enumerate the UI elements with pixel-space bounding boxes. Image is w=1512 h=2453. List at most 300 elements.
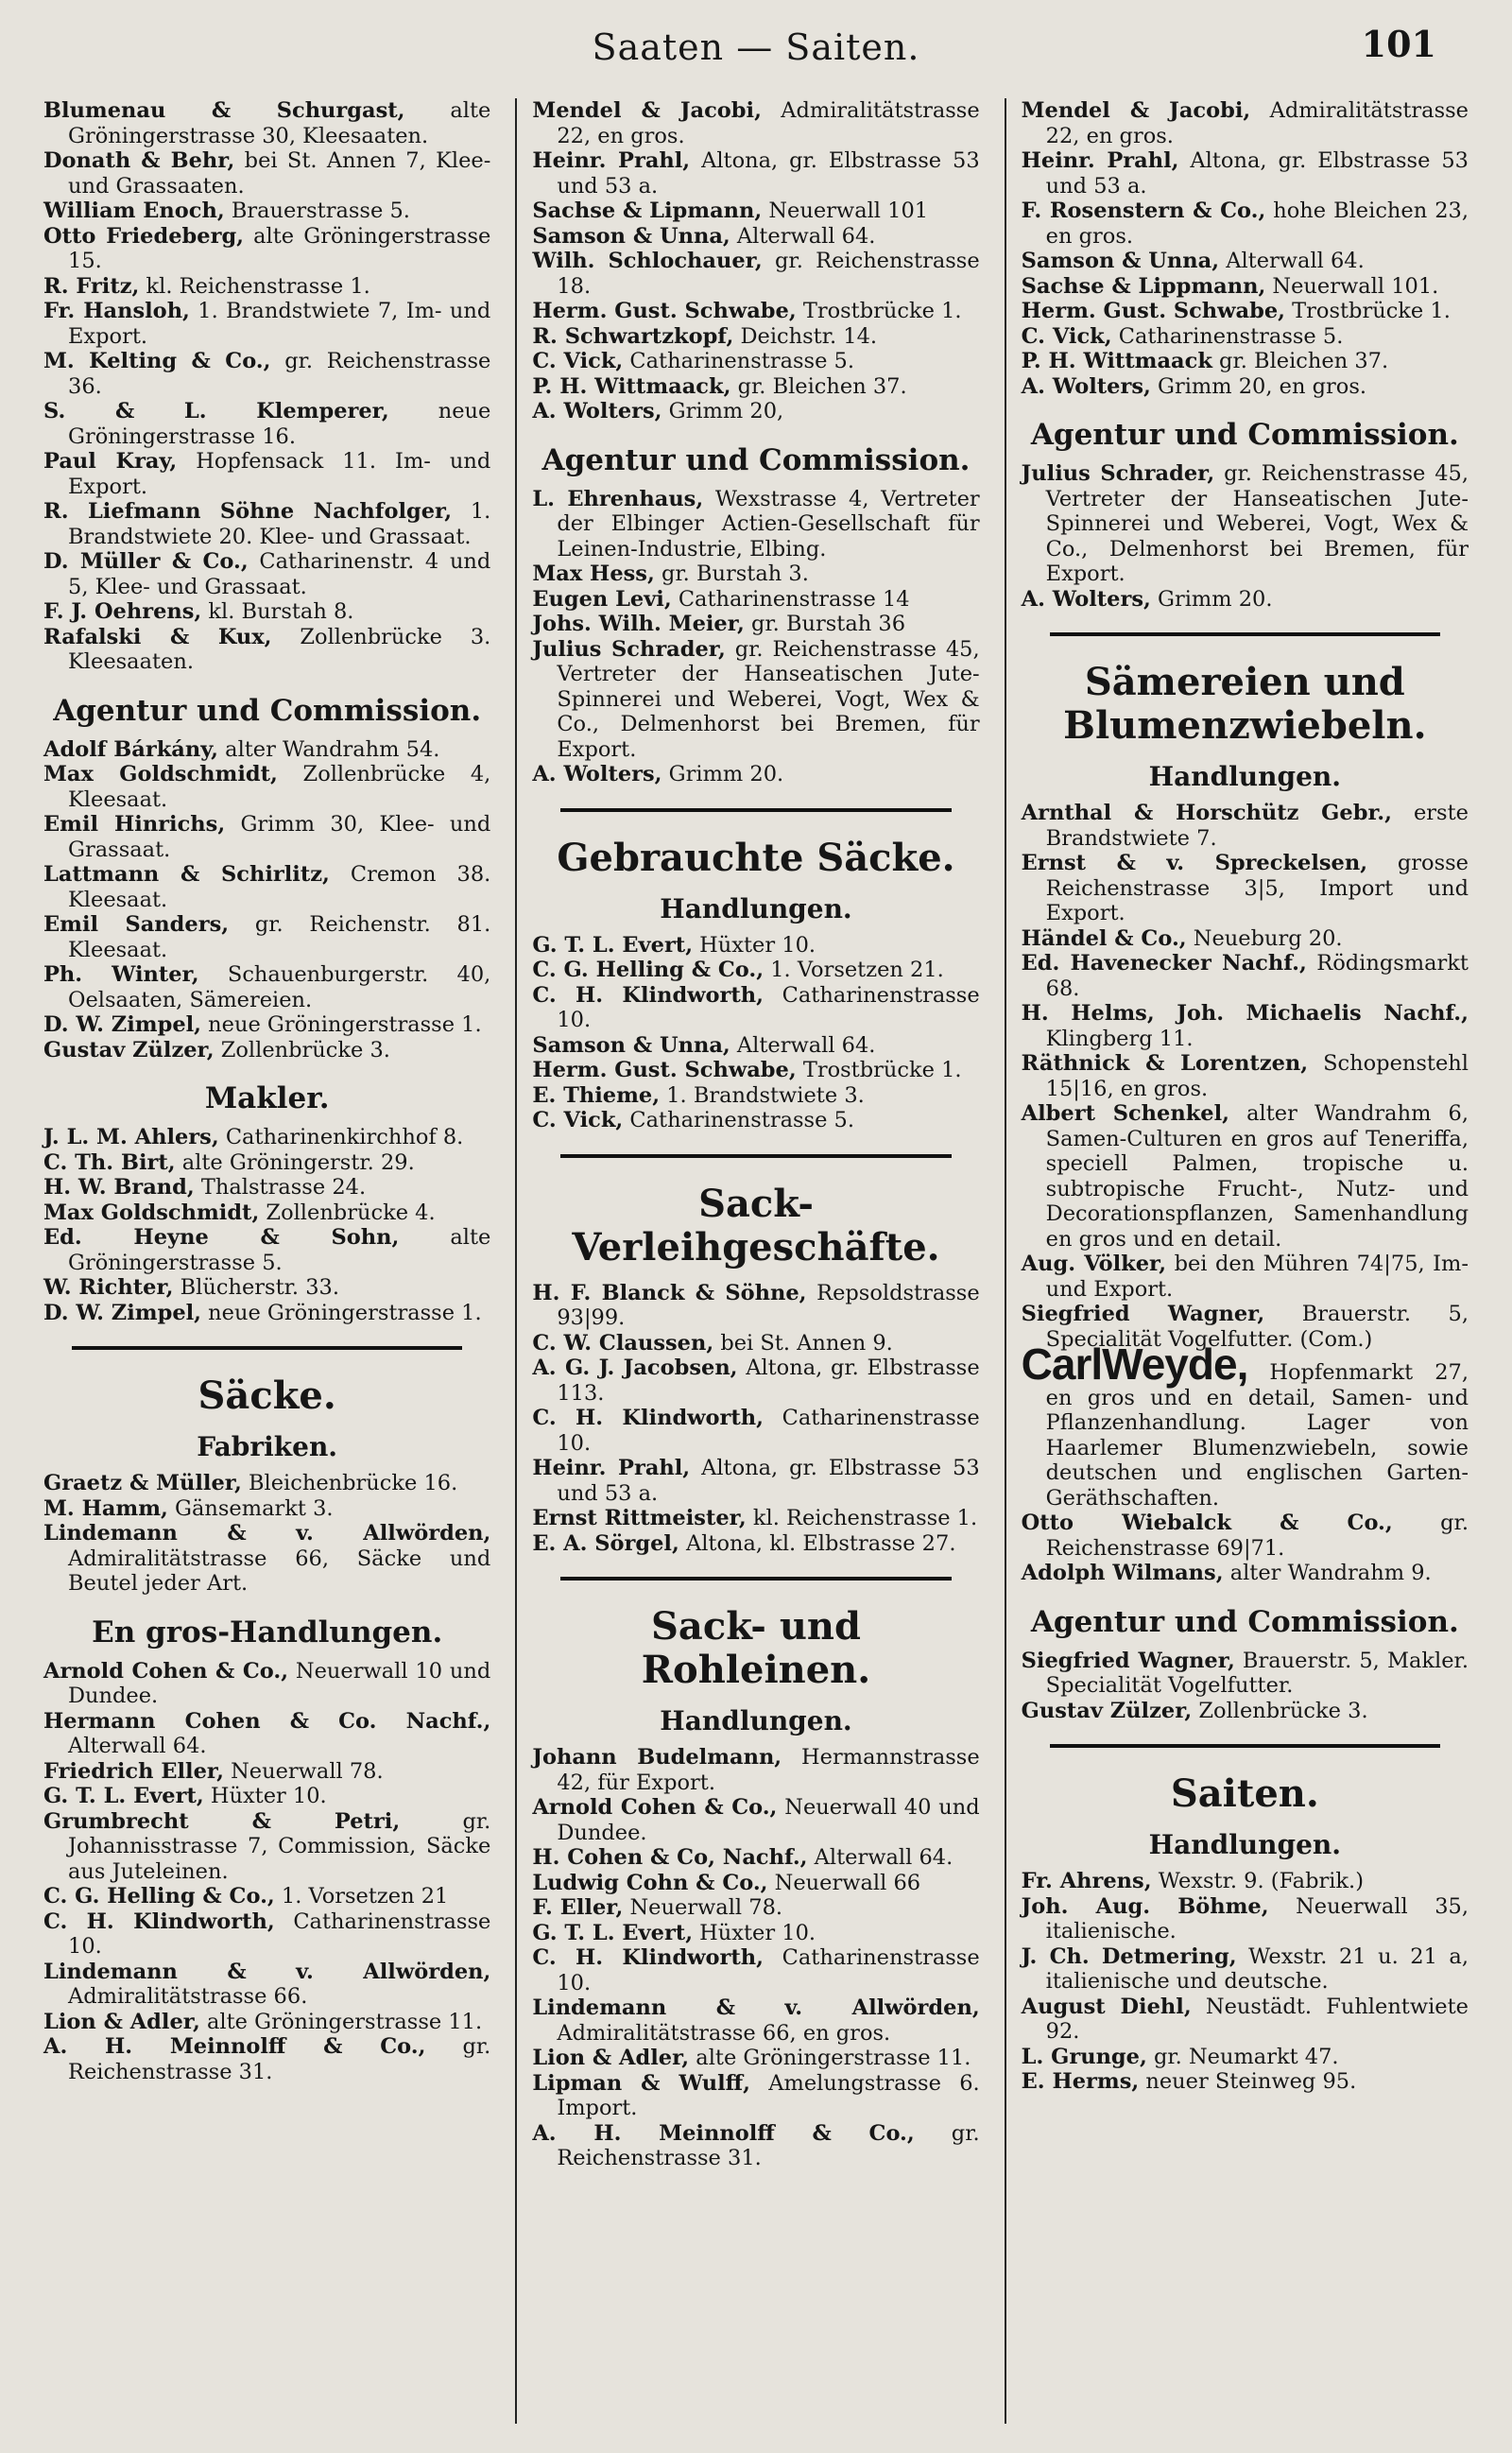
directory-entry xyxy=(532,1895,979,1921)
subsection-heading: Handlungen. xyxy=(1148,1829,1342,1860)
entry-text: Neuerwall 101 xyxy=(762,199,929,223)
directory-entry xyxy=(532,1845,979,1871)
firm-name: Sachse & Lipmann, xyxy=(532,199,763,223)
firm-name: L. Grunge, xyxy=(1021,2044,1147,2069)
firm-name: Herm. Gust. Schwabe, xyxy=(1021,299,1285,323)
entry-text: bei St. Annen 7, Klee- und Grassaaten. xyxy=(68,148,491,199)
entry-text: alte Gröningerstr. 29. xyxy=(175,1149,415,1175)
entry-text: Neuerwall 78. xyxy=(623,1895,783,1920)
entry-text: gr. Burstah 3. xyxy=(654,561,809,586)
entry-text: neue Gröningerstrasse 1. xyxy=(201,1300,482,1325)
subsection-heading: Handlungen. xyxy=(660,1705,852,1736)
directory-entry xyxy=(43,1659,490,1709)
directory-entry xyxy=(1022,249,1469,274)
firm-name: Aug. Völker, xyxy=(1021,1252,1167,1276)
entry-text: gr. Burstah 36 xyxy=(744,612,906,636)
directory-entry xyxy=(1022,587,1469,613)
entry-list xyxy=(43,1125,490,1325)
entry-text: gr. Reichenstrasse 45, Vertreter der Hanseatischen Jute-Spinnerei und Weberei, Vogt, Wex & Co., Delmenhorst bei Bremen, für Export. xyxy=(1045,461,1469,586)
firm-name: M. Kelting & Co., xyxy=(43,349,271,373)
directory-entry xyxy=(1022,148,1469,199)
entry-text: kl. Reichenstrasse 1. xyxy=(746,1506,978,1530)
entry-text: Neuerwall 40 und Dundee. xyxy=(557,1795,980,1845)
firm-name: E. A. Sörgel, xyxy=(532,1530,679,1556)
directory-entry xyxy=(1022,1869,1469,1894)
directory-entry xyxy=(43,1175,490,1201)
section-heading: Agentur und Commission. xyxy=(541,442,971,477)
firm-name: Max Hess, xyxy=(532,561,655,586)
firm-name: Otto Friedeberg, xyxy=(43,223,245,249)
entry-text: Altona, gr. Elbstrasse 53 und 53 a. xyxy=(1045,148,1469,199)
firm-name: Donath & Behr, xyxy=(43,148,235,173)
directory-entry xyxy=(43,2034,490,2084)
directory-entry xyxy=(532,762,979,787)
entry-list xyxy=(1022,1869,1469,2095)
firm-name: Lindemann & v. Allwörden, xyxy=(43,1521,491,1546)
entry-text: 1. Vorsetzen 21. xyxy=(764,958,944,982)
directory-entry xyxy=(1022,2069,1469,2095)
firm-name: Eugen Levi, xyxy=(532,586,672,612)
directory-entry xyxy=(1022,374,1469,400)
entry-list xyxy=(532,1745,979,2171)
entry-text: Admiralitätstrasse 22, en gros. xyxy=(1045,98,1469,148)
directory-entry xyxy=(1022,2045,1469,2070)
directory-entry xyxy=(532,958,979,983)
firm-name: Gustav Zülzer, xyxy=(43,1037,215,1062)
directory-entry xyxy=(43,912,490,962)
directory-entry xyxy=(43,224,490,274)
directory-entry xyxy=(1022,299,1469,324)
firm-name: Friedrich Eller, xyxy=(43,1758,224,1784)
firm-name: A. Wolters, xyxy=(532,762,662,786)
entry-text: alte Gröningerstrasse 30, Kleesaaten. xyxy=(68,98,491,148)
directory-entry xyxy=(43,349,490,399)
entry-text: Alterwall 64. xyxy=(730,223,876,249)
entry-text: alte Gröningerstrasse 15. xyxy=(68,223,491,273)
directory-entry xyxy=(532,612,979,637)
directory-entry xyxy=(43,199,490,224)
directory-entry xyxy=(43,2010,490,2035)
firm-name: Arnold Cohen & Co., xyxy=(532,1795,778,1820)
directory-entry xyxy=(532,1331,979,1356)
firm-name: Händel & Co., xyxy=(1021,925,1187,951)
entry-text: Trostbrücke 1. xyxy=(1285,299,1451,323)
directory-entry xyxy=(43,148,490,199)
entry-list xyxy=(532,1281,979,1557)
directory-entry xyxy=(1022,951,1469,1001)
firm-name: Max Goldschmidt, xyxy=(43,762,278,786)
directory-entry xyxy=(532,1506,979,1531)
entry-list xyxy=(1022,98,1469,399)
directory-entry xyxy=(43,1471,490,1496)
entry-list xyxy=(532,487,979,787)
directory-entry xyxy=(532,1108,979,1133)
directory-entry xyxy=(43,1521,490,1597)
firm-name: Adolf Bárkány, xyxy=(43,736,218,762)
directory-entry xyxy=(532,98,979,148)
firm-name: Mendel & Jacobi, xyxy=(532,98,762,123)
directory-entry xyxy=(532,1945,979,1995)
directory-entry xyxy=(1022,1894,1469,1944)
entry-text: Brauerstrasse 5. xyxy=(224,199,410,223)
entry-text: Klingberg 11. xyxy=(1045,1026,1194,1051)
firm-name: Ernst Rittmeister, xyxy=(532,1506,747,1530)
divider xyxy=(1050,632,1440,636)
entry-text: 1. Brandstwiete 20. Klee- und Grassaat. xyxy=(68,499,491,549)
entry-text: gr. Bleichen 37. xyxy=(730,373,907,399)
firm-name: A. Wolters, xyxy=(532,399,662,423)
directory-entry xyxy=(532,1033,979,1059)
directory-entry xyxy=(532,1921,979,1946)
directory-entry xyxy=(532,587,979,613)
directory-entry xyxy=(532,1356,979,1406)
entry-list xyxy=(43,1659,490,2085)
directory-entry xyxy=(1022,1511,1469,1561)
firm-name: M. Hamm, xyxy=(43,1495,168,1521)
firm-name: J. L. M. Ahlers, xyxy=(43,1125,219,1149)
directory-entry xyxy=(43,625,490,675)
subsection-heading: Handlungen. xyxy=(1148,761,1342,792)
entry-list xyxy=(1022,1511,1469,1586)
entry-text: Admiralitätstrasse 66, Säcke und Beutel jeder Art. xyxy=(68,1546,491,1596)
entry-text: neuer Steinweg 95. xyxy=(1139,2069,1357,2094)
firm-name: E. Herms, xyxy=(1021,2069,1140,2094)
entry-text: Alterwall 64. xyxy=(68,1734,207,1758)
directory-entry xyxy=(532,374,979,400)
directory-entry xyxy=(43,1150,490,1176)
entry-text: Catharinenstrasse 5. xyxy=(1111,323,1344,349)
entry-text: Admiralitätstrasse 22, en gros. xyxy=(557,98,980,148)
subsection-heading: Fabriken. xyxy=(197,1431,338,1462)
entry-text: alte Gröningerstrasse 11. xyxy=(199,2009,483,2034)
directory-entry xyxy=(1022,349,1469,374)
section-heading: Makler. xyxy=(204,1081,330,1115)
entry-text: Catharinenstr. 4 und 5, Klee- und Grassaat. xyxy=(68,549,491,599)
section-heading: Agentur und Commission. xyxy=(1030,418,1459,452)
entry-text: alte Gröningerstrasse 5. xyxy=(68,1225,491,1275)
column-3 xyxy=(1005,98,1484,2424)
firm-name: C. G. Helling & Co., xyxy=(532,958,765,982)
firm-name: Wilh. Schlochauer, xyxy=(532,249,763,273)
entry-text: Zollenbrücke 3. Kleesaaten. xyxy=(68,624,491,674)
firm-name: C. Vick, xyxy=(532,1108,624,1132)
entry-text: gr. Reichenstrasse 69|71. xyxy=(1045,1511,1469,1561)
firm-name: D. W. Zimpel, xyxy=(43,1300,202,1325)
entry-text: Rödingsmarkt 68. xyxy=(1045,951,1469,1001)
firm-name: C. Vick, xyxy=(532,349,624,373)
columns xyxy=(28,98,1484,2424)
firm-name: H. W. Brand, xyxy=(43,1175,195,1200)
directory-entry xyxy=(532,349,979,374)
directory-entry xyxy=(532,399,979,424)
directory-entry xyxy=(43,1709,490,1759)
directory-entry xyxy=(43,1301,490,1326)
firm-name: Ludwig Cohn & Co., xyxy=(532,1870,768,1895)
entry-text: Hüxter 10. xyxy=(693,1920,816,1945)
firm-name: C. G. Helling & Co., xyxy=(43,1884,275,1909)
directory-entry xyxy=(43,1225,490,1275)
entry-text: Hopfensack 11. Im- und Export. xyxy=(68,449,491,499)
entry-text: gr. Bleichen 37. xyxy=(1211,349,1389,373)
entry-text: alter Wandrahm 6, Samen-Culturen en gros auf Teneriffa, speciell Palmen, tropische u. subtropische Frucht-, Nutz- und Decorationspflanzen, Samenhandlung en gros und en detail. xyxy=(1045,1101,1469,1252)
entry-text: Trostbrücke 1. xyxy=(796,1058,962,1082)
entry-text: Neueburg 20. xyxy=(1186,925,1343,951)
entry-text: gr. Reichenstrasse 18. xyxy=(557,249,980,299)
entry-text: Deichstr. 14. xyxy=(733,323,878,349)
column-1 xyxy=(28,98,506,2424)
entry-text: Alterwall 64. xyxy=(807,1845,954,1870)
entry-text: Hüxter 10. xyxy=(203,1784,327,1808)
column-2 xyxy=(515,98,994,2424)
firm-name: A. Wolters, xyxy=(1021,373,1151,399)
firm-name: Lion & Adler, xyxy=(43,2009,200,2034)
entry-text: Catharinenkirchhof 8. xyxy=(218,1125,464,1149)
directory-entry xyxy=(532,299,979,324)
section-title: Saiten. xyxy=(1170,1771,1319,1816)
firm-name: Emil Hinrichs, xyxy=(43,812,226,837)
entry-text: Neuerwall 101. xyxy=(1265,273,1439,299)
divider xyxy=(560,1154,951,1158)
directory-entry xyxy=(1022,1561,1469,1586)
entry-text: bei den Mühren 74|75, Im- und Export. xyxy=(1045,1252,1469,1302)
entry-text: grosse Reichenstrasse 3|5, Import und Export. xyxy=(1045,851,1469,925)
firm-name: Samson & Unna, xyxy=(532,1032,730,1058)
firm-name: Räthnick & Lorentzen, xyxy=(1021,1051,1309,1076)
firm-name: A. G. J. Jacobsen, xyxy=(532,1356,738,1380)
firm-name: Arnthal & Horschütz Gebr., xyxy=(1021,801,1392,825)
directory-entry xyxy=(1022,851,1469,926)
directory-entry xyxy=(43,1909,490,1960)
entry-text: Altona, gr. Elbstrasse 53 und 53 a. xyxy=(557,148,980,199)
directory-entry xyxy=(532,487,979,562)
entry-list xyxy=(1022,801,1469,1352)
entry-text: Gänsemarkt 3. xyxy=(167,1495,334,1521)
divider xyxy=(1050,1744,1440,1748)
entry-text: Zollenbrücke 4, Kleesaat. xyxy=(68,762,491,812)
entry-list xyxy=(43,1471,490,1597)
firm-name: F. J. Oehrens, xyxy=(43,599,202,624)
section-title: Sack-Verleihgeschäfte. xyxy=(572,1181,940,1270)
firm-name: Grumbrecht & Petri, xyxy=(43,1808,401,1834)
directory-entry xyxy=(532,2046,979,2071)
firm-name: Lindemann & v. Allwörden, xyxy=(532,1995,980,2020)
directory-entry xyxy=(532,1058,979,1083)
directory-entry xyxy=(43,98,490,148)
firm-name: Emil Sanders, xyxy=(43,912,230,937)
directory-entry xyxy=(532,324,979,350)
entry-text: 1. Brandstwiete 3. xyxy=(660,1082,865,1108)
entry-text: Hermannstrasse 42, für Export. xyxy=(557,1745,980,1795)
directory-entry xyxy=(43,1784,490,1809)
entry-text: neue Gröningerstrasse 1. xyxy=(201,1012,482,1037)
entry-text: gr. Reichenstr. 81. Kleesaat. xyxy=(68,912,491,962)
firm-name: P. H. Wittmaack xyxy=(1021,349,1212,373)
firm-name: C. Vick, xyxy=(1021,323,1112,349)
entry-text: Brauerstr. 5, Makler. Specialität Vogelfutter. xyxy=(1045,1648,1469,1698)
firm-name: D. W. Zimpel, xyxy=(43,1012,202,1037)
directory-entry xyxy=(532,1406,979,1456)
directory-entry xyxy=(532,1531,979,1557)
directory-entry xyxy=(43,1960,490,2010)
entry-text: Alterwall 64. xyxy=(730,1032,876,1058)
entry-text: Zollenbrücke 4. xyxy=(259,1200,436,1225)
firm-name: Ph. Winter, xyxy=(43,962,199,987)
directory-entry xyxy=(532,148,979,199)
entry-text: Altona, kl. Elbstrasse 27. xyxy=(679,1530,956,1556)
entry-text: Brauerstr. 5, Specialität Vogelfutter. (Com.) xyxy=(1045,1302,1469,1352)
firm-name: C. H. Klindworth, xyxy=(532,1945,764,1970)
divider xyxy=(72,1346,462,1350)
firm-name: E. Thieme, xyxy=(532,1082,661,1108)
firm-name: A. H. Meinnolff & Co., xyxy=(43,2034,426,2059)
firm-name: Fr. Ahrens, xyxy=(1021,1869,1152,1893)
firm-name: C. H. Klindworth, xyxy=(532,1406,764,1430)
firm-name: Lattmann & Schirlitz, xyxy=(43,862,330,887)
directory-entry xyxy=(43,274,490,300)
firm-name: Samson & Unna, xyxy=(532,223,730,249)
advertisement-text: Hopfenmarkt 27, en gros und en detail, Samen- und Pflanzenhandlung. Lager von Haarlemer Blumenzwiebeln, sowie deutschen und englischen Garten-Geräthschaften. xyxy=(1045,1360,1469,1511)
advertiser-name: CarlWeyde, xyxy=(1021,1339,1248,1389)
entry-text: hohe Bleichen 23, en gros. xyxy=(1045,199,1469,249)
entry-text: alte Gröningerstrasse 11. xyxy=(689,2046,971,2070)
directory-entry xyxy=(1022,1051,1469,1101)
firm-name: R. Fritz, xyxy=(43,273,140,299)
directory-entry xyxy=(43,737,490,763)
firm-name: Johann Budelmann, xyxy=(532,1745,782,1770)
firm-name: A. Wolters, xyxy=(1021,586,1151,612)
firm-name: C. W. Claussen, xyxy=(532,1330,714,1356)
entry-text: Catharinenstrasse 10. xyxy=(557,1945,980,1995)
firm-name: S. & L. Klemperer, xyxy=(43,399,389,423)
entry-text: Grimm 20. xyxy=(662,762,784,786)
entry-text: Admiralitätstrasse 66, en gros. xyxy=(557,2020,891,2046)
firm-name: Johs. Wilh. Meier, xyxy=(532,612,745,636)
directory-entry xyxy=(1022,324,1469,350)
firm-name: L. Ehrenhaus, xyxy=(532,486,704,511)
firm-name: Mendel & Jacobi, xyxy=(1021,98,1251,123)
directory-entry xyxy=(532,1795,979,1845)
firm-name: C. H. Klindworth, xyxy=(532,982,764,1008)
entry-text: Hüxter 10. xyxy=(693,932,816,958)
firm-name: Siegfried Wagner, xyxy=(1021,1648,1235,1673)
firm-name: D. Müller & Co., xyxy=(43,549,249,574)
entry-text: Grimm 20. xyxy=(1150,586,1273,612)
firm-name: Heinr. Prahl, xyxy=(532,148,691,173)
directory-entry xyxy=(532,637,979,763)
page-number: 101 xyxy=(1361,23,1436,65)
directory-entry xyxy=(43,1038,490,1063)
directory-entry xyxy=(43,1012,490,1038)
entry-text: Wexstr. 9. (Fabrik.) xyxy=(1151,1869,1364,1893)
directory-entry xyxy=(532,1456,979,1506)
firm-name: Fr. Hansloh, xyxy=(43,299,190,323)
directory-entry xyxy=(43,1809,490,1885)
firm-name: Max Goldschmidt, xyxy=(43,1200,260,1225)
directory-entry xyxy=(532,1083,979,1109)
entry-text: Bleichenbrücke 16. xyxy=(241,1471,458,1495)
directory-entry xyxy=(43,399,490,449)
directory-entry xyxy=(43,1125,490,1150)
firm-name: Albert Schenkel, xyxy=(1021,1101,1230,1126)
directory-entry xyxy=(43,499,490,549)
directory-entry xyxy=(43,599,490,625)
directory-entry xyxy=(532,983,979,1033)
directory-entry xyxy=(532,199,979,224)
entry-text: gr. Johannisstrasse 7, Commission, Säcke aus Juteleinen. xyxy=(68,1808,491,1884)
section-heading: Agentur und Commission. xyxy=(53,693,482,728)
firm-name: Joh. Aug. Böhme, xyxy=(1021,1893,1269,1919)
entry-text: kl. Reichenstrasse 1. xyxy=(139,273,370,299)
entry-text: gr. Reichenstrasse 45, Vertreter der Hanseatischen Jute-Spinnerei und Weberei, Vogt, Wex & Co., Delmenhorst bei Bremen, für Export. xyxy=(557,636,980,762)
firm-name: Lipman & Wulff, xyxy=(532,2070,750,2096)
firm-name: Herm. Gust. Schwabe, xyxy=(532,299,797,323)
entry-text: Catharinenstrasse 14 xyxy=(671,586,910,612)
entry-text: neue Gröningerstrasse 16. xyxy=(68,399,491,449)
directory-entry xyxy=(1022,801,1469,851)
firm-name: R. Schwartzkopf, xyxy=(532,323,734,349)
firm-name: W. Richter, xyxy=(43,1275,174,1300)
entry-list xyxy=(43,737,490,1063)
entry-text: 1. Vorsetzen 21 xyxy=(274,1884,449,1909)
firm-name: Lion & Adler, xyxy=(532,2046,690,2070)
directory-entry xyxy=(43,1201,490,1226)
directory-entry xyxy=(1022,1944,1469,1995)
firm-name: Lindemann & v. Allwörden, xyxy=(43,1959,491,1984)
entry-text: bei St. Annen 9. xyxy=(713,1330,893,1356)
firm-name: G. T. L. Evert, xyxy=(43,1784,204,1808)
firm-name: William Enoch, xyxy=(43,199,225,223)
firm-name: Hermann Cohen & Co. Nachf., xyxy=(43,1708,491,1734)
directory-entry xyxy=(43,762,490,812)
entry-text: Grimm 20, xyxy=(662,399,784,423)
entry-text: alter Wandrahm 9. xyxy=(1223,1561,1432,1585)
entry-text: Wexstr. 21 u. 21 a, italienische und deutsche. xyxy=(1045,1943,1469,1994)
directory-entry xyxy=(532,249,979,299)
entry-list xyxy=(532,98,979,424)
directory-entry xyxy=(532,1995,979,2046)
directory-entry xyxy=(532,1281,979,1331)
firm-name: Herm. Gust. Schwabe, xyxy=(532,1058,797,1082)
section-title: Sack- und Rohleinen. xyxy=(641,1604,871,1692)
firm-name: G. T. L. Evert, xyxy=(532,932,694,958)
section-title: Sämereien und Blumenzwiebeln. xyxy=(1063,660,1427,748)
entry-list xyxy=(1022,461,1469,612)
entry-text: Blücherstr. 33. xyxy=(173,1275,339,1300)
entry-text: Grimm 20, en gros. xyxy=(1150,373,1367,399)
firm-name: Graetz & Müller, xyxy=(43,1471,242,1495)
entry-text: alter Wandrahm 54. xyxy=(218,736,440,762)
entry-list xyxy=(1022,1649,1469,1724)
entry-list xyxy=(43,98,490,675)
directory-entry xyxy=(1022,1699,1469,1724)
directory-entry xyxy=(1022,461,1469,587)
firm-name: Heinr. Prahl, xyxy=(1021,148,1179,173)
divider xyxy=(560,808,951,812)
entry-text: Altona, gr. Elbstrasse 53 und 53 a. xyxy=(557,1456,980,1506)
entry-text: erste Brandstwiete 7. xyxy=(1045,801,1469,851)
entry-text: Zollenbrücke 3. xyxy=(214,1037,390,1062)
section-title: Säcke. xyxy=(198,1373,336,1418)
directory-entry xyxy=(43,1275,490,1301)
directory-entry xyxy=(1022,1252,1469,1302)
directory-entry xyxy=(43,299,490,349)
firm-name: F. Rosenstern & Co., xyxy=(1021,199,1266,223)
entry-text: Catharinenstrasse 10. xyxy=(557,1406,980,1456)
entry-text: gr. Reichenstrasse 31. xyxy=(557,2120,980,2170)
firm-name: Heinr. Prahl, xyxy=(532,1456,691,1480)
firm-name: A. H. Meinnolff & Co., xyxy=(532,2120,915,2146)
entry-text: Catharinenstrasse 5. xyxy=(623,1108,855,1132)
